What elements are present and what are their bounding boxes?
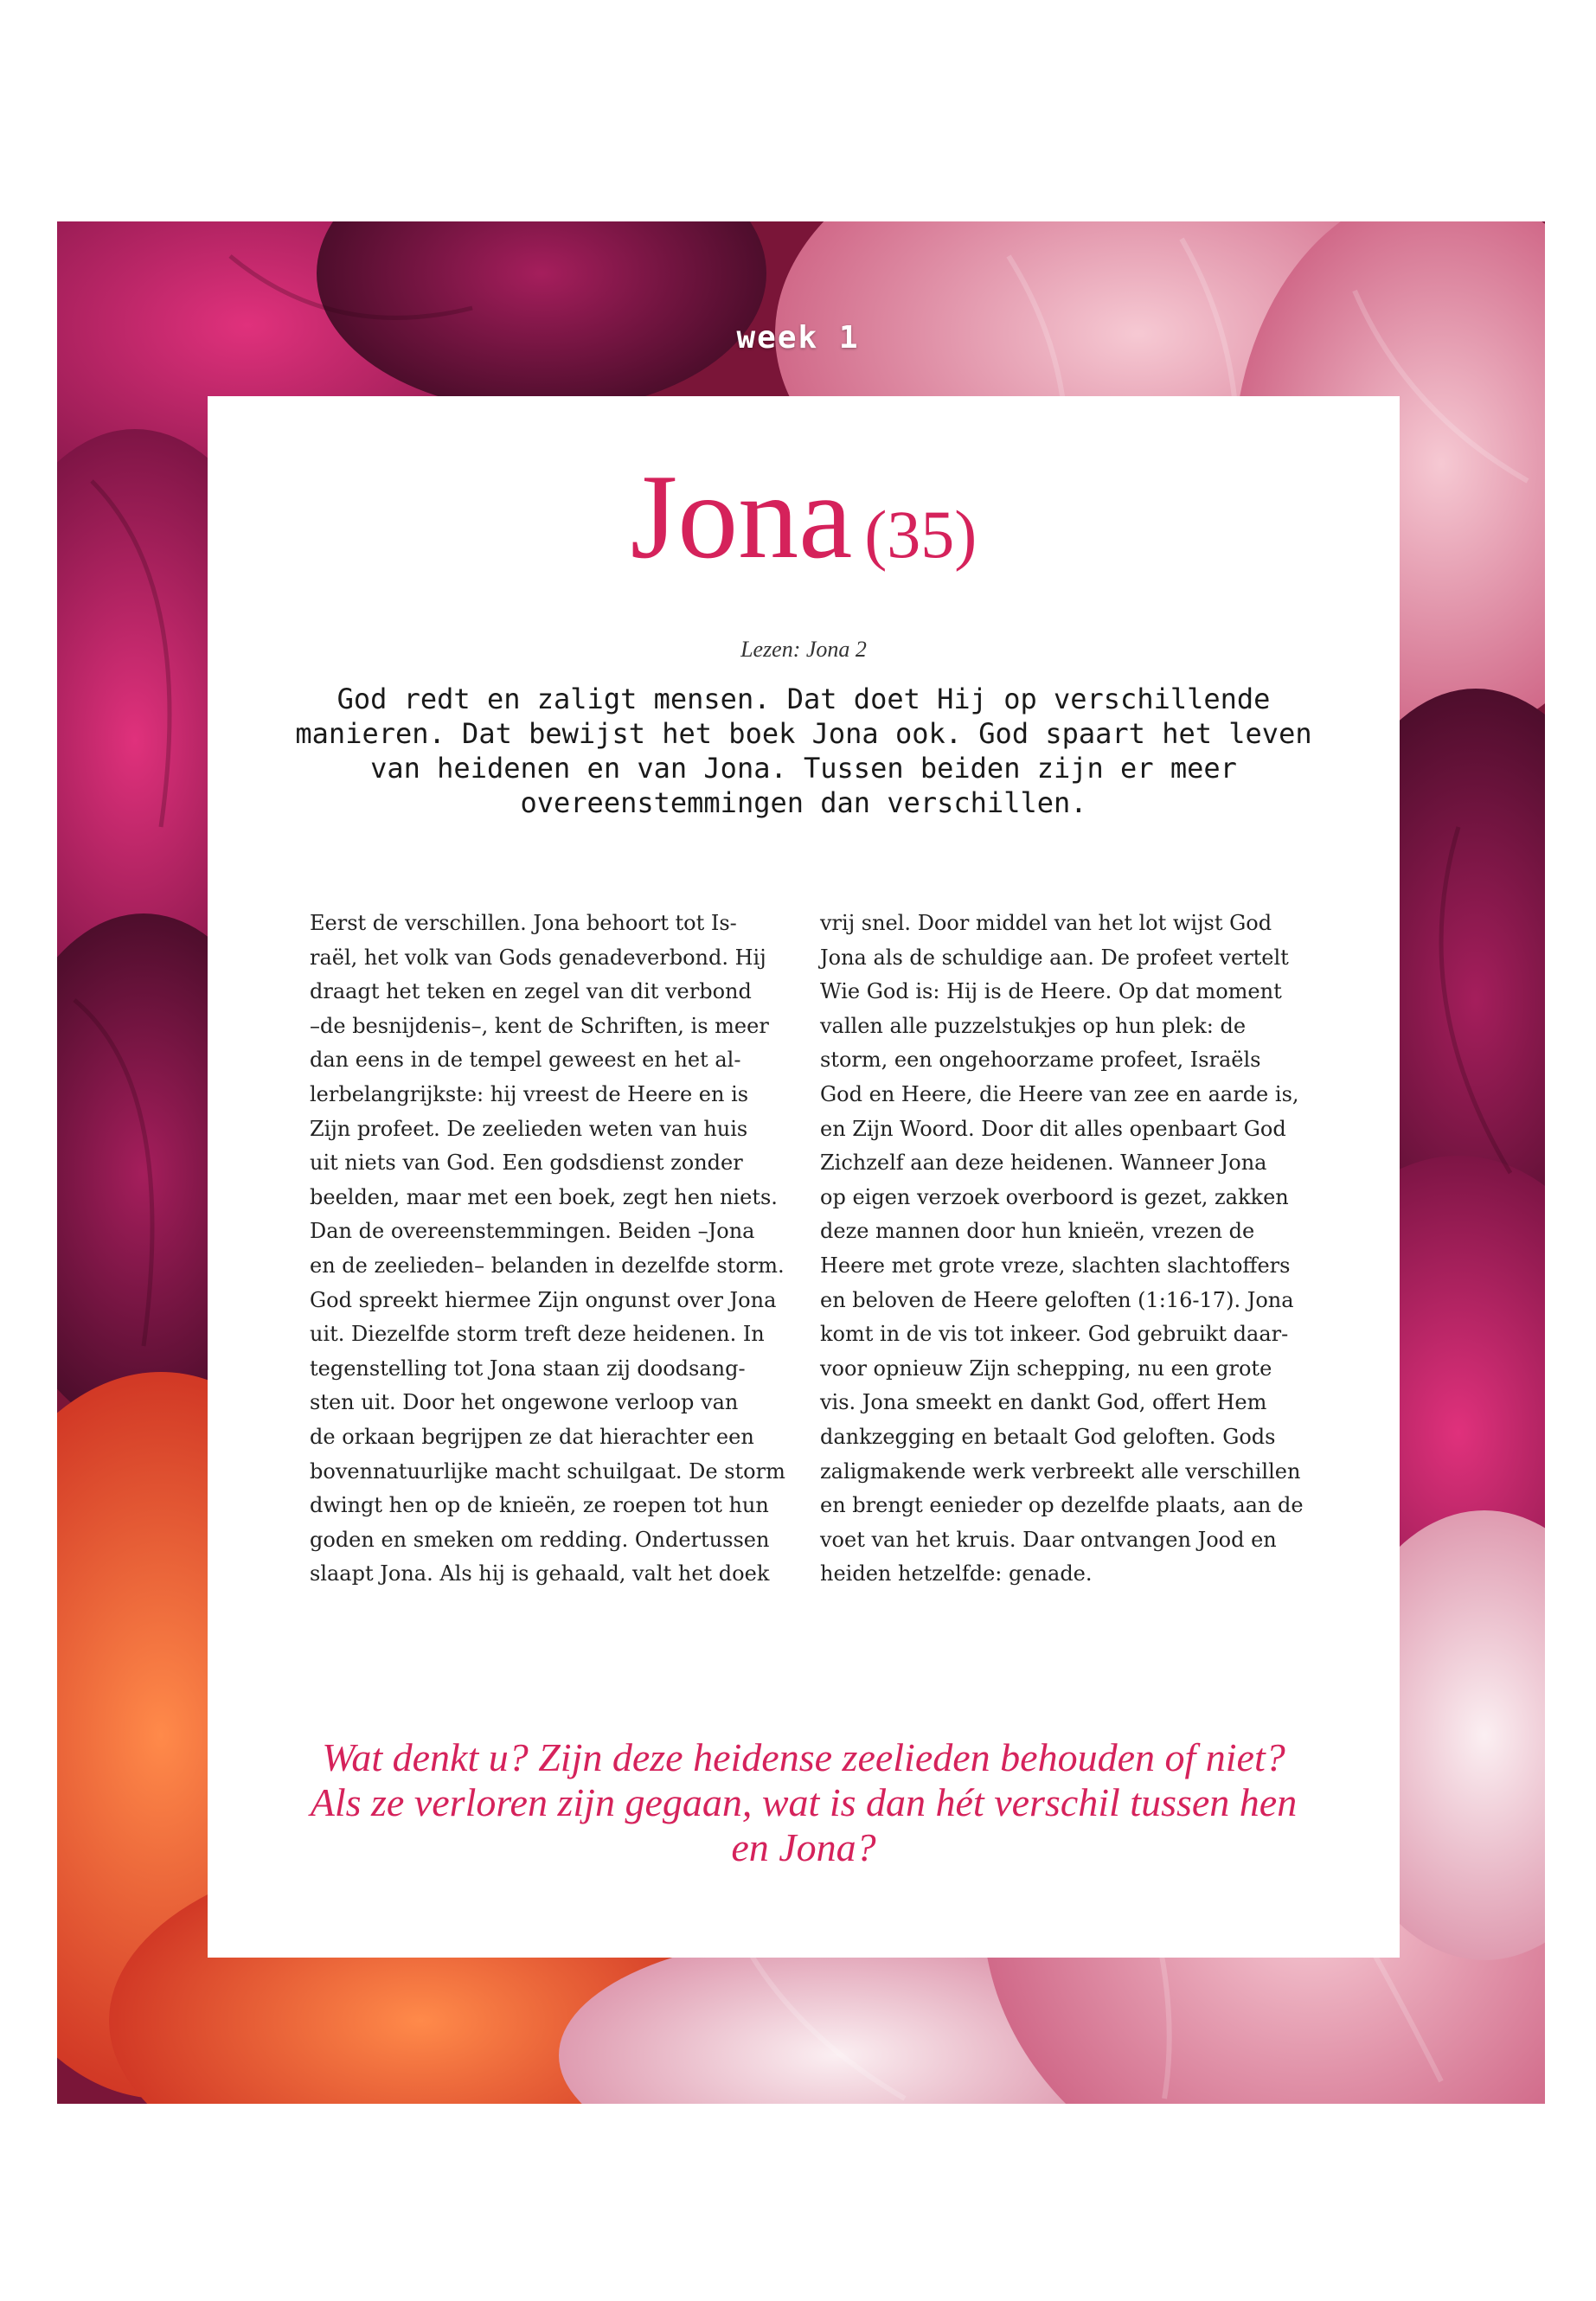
body-line: draagt het teken en zegel van dit verbond <box>310 979 752 1004</box>
body-column-right <box>820 907 1309 1592</box>
page-title <box>208 450 1400 584</box>
body-line: tegenstelling tot Jona staan zij doodsang- <box>310 1356 746 1381</box>
body-line: dwingt hen op de knieën, ze roepen tot hun <box>310 1493 769 1518</box>
body-line: uit niets van God. Een godsdienst zonder <box>310 1150 743 1176</box>
body-line: deze mannen door hun knieën, vrezen de <box>820 1219 1255 1244</box>
body-line: komt in de vis tot inkeer. God gebruikt daar- <box>820 1322 1289 1347</box>
reading-reference: Lezen: Jona 2 <box>740 637 867 662</box>
body-line: God en Heere, die Heere van zee en aarde is, <box>820 1081 1299 1106</box>
body-line: en beloven de Heere geloften (1:16-17). Jona <box>820 1287 1294 1312</box>
question-line: en Jona? <box>731 1825 876 1869</box>
body-line: goden en smeken om redding. Ondertussen <box>310 1527 770 1552</box>
body-line: Zijn profeet. De zeelieden weten van huis <box>310 1116 748 1141</box>
body-line: sten uit. Door het ongewone verloop van <box>310 1390 739 1415</box>
body-line: Jona als de schuldige aan. De profeet vertelt <box>820 945 1289 970</box>
body-line: heiden hetzelfde: genade. <box>820 1561 1093 1586</box>
body-line: vrij snel. Door middel van het lot wijst God <box>820 911 1272 935</box>
body-line: God spreekt hiermee Zijn ongunst over Jona <box>310 1287 777 1312</box>
reflection-question <box>260 1735 1348 1870</box>
body-line: lerbelangrijkste: hij vreest de Heere en is <box>310 1081 749 1106</box>
title-number: (35) <box>864 497 977 572</box>
content-card <box>208 396 1400 1958</box>
body-line: voet van het kruis. Daar ontvangen Jood en <box>820 1527 1277 1552</box>
body-line: Wie God is: Hij is de Heere. Op dat moment <box>820 979 1282 1004</box>
body-line: dan eens in de tempel geweest en het al- <box>310 1048 741 1073</box>
body-line: en brengt eenieder op dezelfde plaats, aan de <box>820 1493 1304 1518</box>
question-line: Wat denkt u? Zijn deze heidense zeelieden behouden of niet? <box>322 1735 1285 1779</box>
body-line: vallen alle puzzelstukjes op hun plek: de <box>820 1013 1247 1038</box>
body-line: beelden, maar met een boek, zegt hen niets. <box>310 1184 778 1209</box>
body-line: op eigen verzoek overboord is gezet, zakken <box>820 1184 1289 1209</box>
body-line: vis. Jona smeekt en dankt God, offert Hem <box>820 1390 1267 1415</box>
body-line: storm, een ongehoorzame profeet, Israëls <box>820 1048 1261 1073</box>
body-line: bovennatuurlijke macht schuilgaat. De storm <box>310 1458 785 1484</box>
week-label: week 1 <box>736 320 860 356</box>
body-line: voor opnieuw Zijn schepping, nu een grote <box>820 1356 1272 1381</box>
body-line: zaligmakende werk verbreekt alle verschillen <box>820 1458 1301 1484</box>
body-line: dankzegging en betaalt God geloften. Gods <box>820 1424 1276 1449</box>
body-line: Heere met grote vreze, slachten slachtoffers <box>820 1253 1291 1278</box>
body-line: en Zijn Woord. Door dit alles openbaart God <box>820 1116 1286 1141</box>
title-name: Jona <box>630 450 853 584</box>
body-line: raël, het volk van Gods genadeverbond. Hij <box>310 945 766 970</box>
body-line: slaapt Jona. Als hij is gehaald, valt het doek <box>310 1561 770 1586</box>
body-line: en de zeelieden– belanden in dezelfde storm. <box>310 1253 785 1278</box>
body-line: Dan de overeenstemmingen. Beiden –Jona <box>310 1219 755 1244</box>
body-line: Eerst de verschillen. Jona behoort tot Is- <box>310 911 737 935</box>
body-line: uit. Diezelfde storm treft deze heidenen. In <box>310 1322 765 1347</box>
body-line: –de besnijdenis–, kent de Schriften, is meer <box>310 1013 769 1038</box>
question-line: Als ze verloren zijn gegaan, wat is dan hét verschil tussen hen <box>310 1780 1298 1824</box>
lead-paragraph: God redt en zaligt mensen. Dat doet Hij op verschillende manieren. Dat bewijst het boek Jona ook. God spaart het leven van heidenen en van Jona. Tussen beiden zijn er meer overeenstemmingen dan verschillen. <box>295 683 1312 819</box>
body-column-left <box>310 907 798 1592</box>
body-line: de orkaan begrijpen ze dat hierachter een <box>310 1424 754 1449</box>
body-line: Zichzelf aan deze heidenen. Wanneer Jona <box>820 1150 1267 1176</box>
